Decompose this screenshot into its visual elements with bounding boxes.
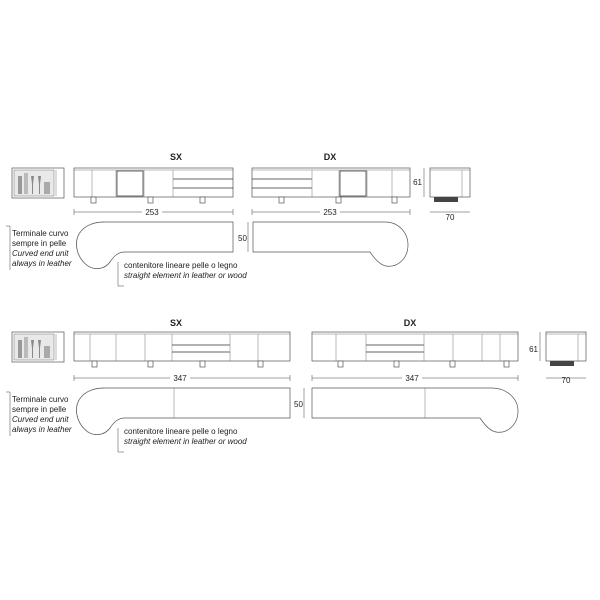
width-dimension-sx [74,207,233,217]
side-depth-label-2: 70 [561,376,571,385]
width-dimension-dx [252,207,410,217]
width-label-sx-2: 347 [173,374,187,383]
side-view-right [413,168,470,222]
width-label-sx: 253 [145,208,159,217]
annotation-curved-line1: Terminale curvo [12,229,69,238]
front-view-sx-title-2: SX [169,318,183,328]
plan-view-dx [253,222,408,266]
front-view-dx-title: DX [323,152,337,162]
front-view-sx-2 [74,318,290,367]
annotation-curved-end-2 [6,392,72,436]
front-view-sx-title: SX [169,152,183,162]
annotation-curved-line1-2: Terminale curvo [12,395,69,404]
side-view-right-2 [529,332,586,385]
config-347 [6,318,586,452]
plan-view-dx-2 [312,388,518,432]
annotation-curved-en-line2: always in leather [12,259,72,268]
annotation-straight-element-2 [118,427,247,452]
width-label-dx-2: 347 [405,374,419,383]
annotation-straight-it: contenitore lineare pelle o legno [124,261,238,270]
annotation-straight-element [118,261,247,286]
width-dimension-dx-2 [312,373,518,383]
side-section-left [12,168,64,198]
annotation-straight-en: straight element in leather or wood [124,271,247,280]
front-view-dx-title-2: DX [403,318,417,328]
annotation-straight-en-2: straight element in leather or wood [124,437,247,446]
height-label-2: 61 [529,345,538,354]
annotation-curved-en-line1-2: Curved end unit [12,415,69,424]
front-view-dx-2 [312,318,518,367]
side-depth-label: 70 [445,213,455,222]
front-view-sx [74,152,233,203]
annotation-curved-line2: sempre in pelle [12,239,67,248]
depth-label-2: 50 [294,400,303,409]
annotation-curved-end [6,226,72,270]
side-section-left-2 [12,332,64,362]
height-label: 61 [413,178,422,187]
depth-dimension-2 [294,388,304,418]
depth-label: 50 [238,234,247,243]
annotation-curved-line2-2: sempre in pelle [12,405,67,414]
config-253 [6,152,470,286]
front-view-dx [252,152,410,203]
width-label-dx: 253 [323,208,337,217]
width-dimension-sx-2 [74,373,290,383]
annotation-straight-it-2: contenitore lineare pelle o legno [124,427,238,436]
annotation-curved-en-line2-2: always in leather [12,425,72,434]
depth-dimension [238,222,248,252]
annotation-curved-en-line1: Curved end unit [12,249,69,258]
